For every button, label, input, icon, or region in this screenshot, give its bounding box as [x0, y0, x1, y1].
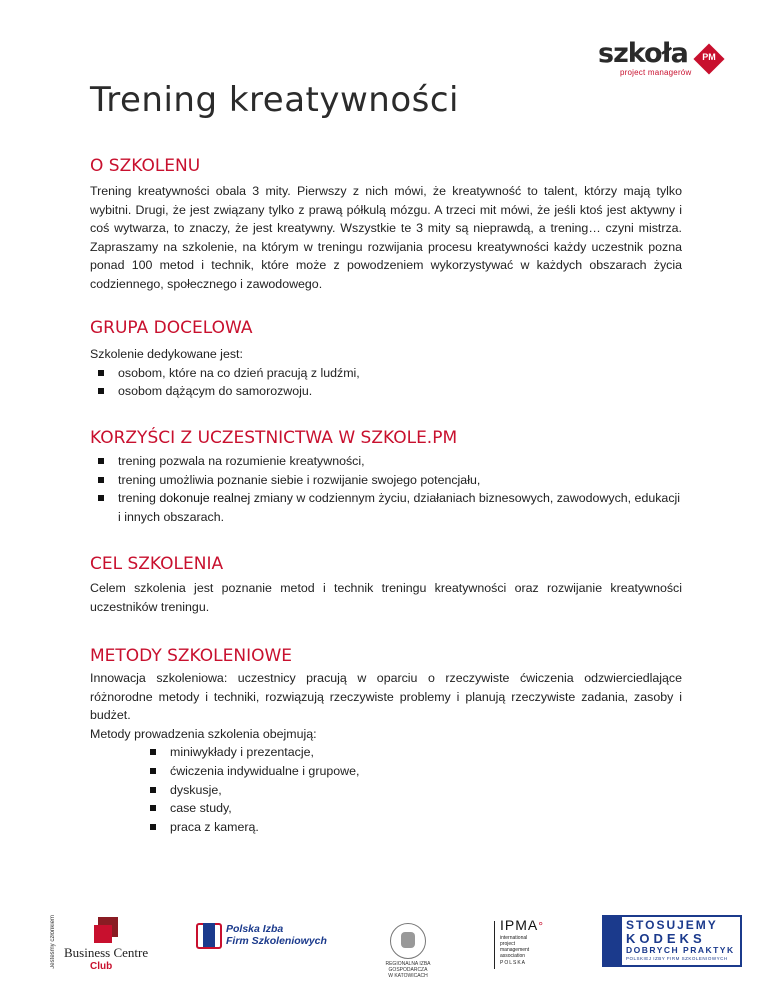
- ipma-sub-line: project: [500, 941, 516, 947]
- section-methods-body: [90, 669, 682, 836]
- rig-line: W KATOWICACH: [388, 973, 428, 979]
- section-about-heading: O SZKOLENU: [90, 156, 201, 176]
- audience-list: [90, 364, 682, 401]
- section-audience-heading: GRUPA DOCELOWA: [90, 318, 253, 338]
- list-item: dyskusje,: [90, 781, 682, 800]
- logo-subtitle: project managerów: [620, 68, 692, 77]
- methods-list: [90, 743, 682, 836]
- section-audience-body: [90, 345, 682, 401]
- page-title: Trening kreatywności: [90, 80, 459, 120]
- kodeks-line: POLSKIEJ IZBY FIRM SZKOLENIOWYCH: [626, 956, 728, 961]
- pifs-line: Polska Izba: [226, 923, 284, 935]
- kodeks-line: KODEKS: [626, 931, 706, 946]
- ipma-sub-line: international: [500, 935, 528, 941]
- section-goal-heading: CEL SZKOLENIA: [90, 554, 224, 574]
- kodeks-line: STOSUJEMY: [626, 918, 718, 932]
- section-benefits-heading: KORZYŚCI Z UCZESTNICTWA W SZKOLE.PM: [90, 428, 458, 448]
- list-item: trening pozwala na rozumienie kreatywności,: [90, 452, 682, 471]
- ipma-name: IPMA: [500, 917, 539, 933]
- ipma-logo: [500, 917, 544, 933]
- benefits-list: [90, 452, 682, 526]
- benefit-text-end: zmiany w codziennym życiu, działaniach biznesowych, zawodowych, edukacji i innych obszarach.: [118, 491, 681, 524]
- rig-emblem-icon: [390, 923, 426, 959]
- ipma-dot-icon: °: [538, 919, 545, 933]
- benefit-text-start: trening: [118, 491, 160, 506]
- bcc-logo-icon: [94, 917, 122, 943]
- szkola-pm-logo: [598, 40, 726, 76]
- kodeks-badge: [602, 915, 742, 967]
- ipma-subtext: [500, 935, 529, 966]
- ipma-divider: [494, 921, 495, 969]
- bcc-club: Club: [90, 961, 113, 972]
- bcc-name: Business Centre: [64, 945, 149, 960]
- section-goal-text: Celem szkolenia jest poznanie metod i technik treningu kreatywności oraz rozwijanie kreatywności uczestników treningu.: [90, 581, 682, 614]
- list-item: case study,: [90, 799, 682, 818]
- section-about-text: Trening kreatywności obala 3 mity. Pierwszy z nich mówi, że kreatywność to talent, którzy mają tylko wybitni. Drugi, że jest związany tylko z prawą półkulą mózgu. A trzeci mit mówi, że jeśli ktoś jest aktywny i coś wytwarza, to znaczy, że jest kreatywny. Wszystkie te 3 mity są nieprawdą, a trening… czyni mistrza. Zapraszamy na szkolenie, na którym w treningu rozwijania procesu kreatywności każdy uczestnik pozna ponad 100 metod i technik, które może z powodzeniem wykorzystywać w każdych obszarach życia codziennego, społecznego i zawodowego.: [90, 184, 682, 291]
- section-methods-heading: METODY SZKOLENIOWE: [90, 646, 293, 666]
- list-item: miniwykłady i prezentacje,: [90, 743, 682, 762]
- ipma-sub-line: POLSKA: [500, 960, 527, 966]
- logo-word: szkoła: [598, 38, 688, 69]
- pifs-logo-text: [226, 923, 327, 947]
- rig-logo-text: [368, 961, 448, 979]
- ipma-sub-line: association: [500, 953, 526, 959]
- list-item: [90, 489, 682, 526]
- list-item: osobom dążącym do samorozwoju.: [90, 382, 682, 401]
- pifs-logo-icon: [196, 923, 222, 949]
- list-item: ćwiczenia indywidualne i grupowe,: [90, 762, 682, 781]
- pifs-line: Firm Szkoleniowych: [226, 935, 327, 947]
- methods-intro: Metody prowadzenia szkolenia obejmują:: [90, 726, 317, 741]
- section-benefits-body: [90, 452, 682, 526]
- list-item: praca z kamerą.: [90, 818, 682, 837]
- ipma-sub-line: management: [500, 947, 530, 953]
- audience-intro: Szkolenie dedykowane jest:: [90, 347, 243, 361]
- list-item: osobom, które na co dzień pracują z ludźmi,: [90, 364, 682, 383]
- kodeks-side-icon: [604, 917, 622, 965]
- benefit-text-highlight: dokonuje realnej: [159, 491, 251, 506]
- rig-line: REGIONALNA IZBA GOSPODARCZA: [385, 961, 431, 973]
- footer-partner-logos: [50, 915, 740, 979]
- kodeks-line: DOBRYCH PRAKTYK: [626, 945, 735, 955]
- list-item: trening umożliwia poznanie siebie i rozwijanie swojego potencjału,: [90, 471, 682, 490]
- methods-text: Innowacja szkoleniowa: uczestnicy pracują w oparciu o rzeczywiste ćwiczenia odzwierciedlające różnorodne metody i techniki, rozwiązują rzeczywiste problemy i planują rzeczywiste zadania, zasoby i budżet.: [90, 671, 682, 723]
- logo-badge: PM: [702, 52, 716, 62]
- member-label: Jesteśmy członkiem: [50, 915, 56, 969]
